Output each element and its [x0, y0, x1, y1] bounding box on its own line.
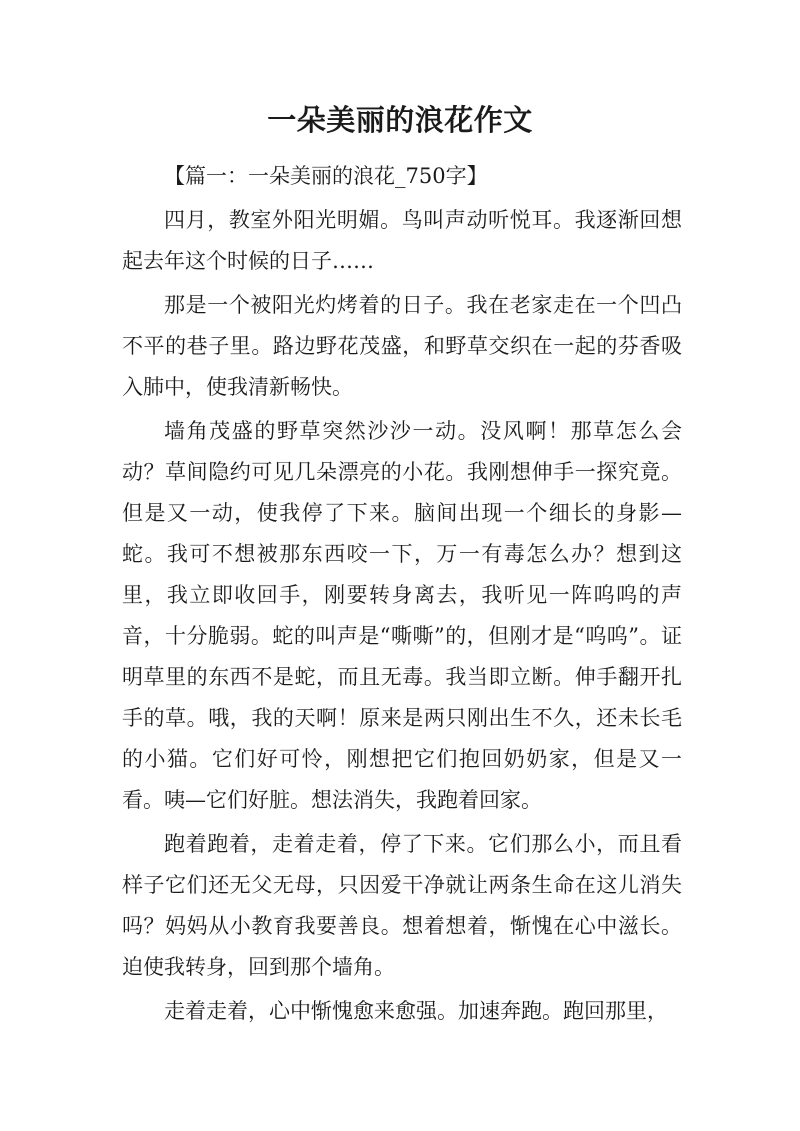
- paragraph-3: 墙角茂盛的野草突然沙沙一动。没风啊！那草怎么会动？草间隐约可见几朵漂亮的小花。我刚想伸手一探究竟。但是又一动，使我停了下来。脑间出现一个细长的身影—蛇。我可不想被那东西咬一下，万一有毒怎么办？想到这里，我立即收回手，刚要转身离去，我听见一阵呜呜的声音，十分脆弱。蛇的叫声是“嘶嘶”的，但刚才是“呜呜”。证明草里的东西不是蛇，而且无毒。我当即立断。伸手翻开扎手的草。哦，我的天啊！原来是两只刚出生不久，还未长毛的小猫。它们好可怜，刚想把它们抱回奶奶家，但是又一看。咦—它们好脏。想法消失，我跑着回家。: [122, 419, 682, 812]
- paragraph-2: 那是一个被阳光灼烤着的日子。我在老家走在一个凹凸不平的巷子里。路边野花茂盛，和野草交织在一起的芬香吸入肺中，使我清新畅快。: [122, 293, 682, 399]
- paragraph-5: 走着走着，心中惭愧愈来愈强。加速奔跑。跑回那里，: [164, 999, 668, 1023]
- paragraph-1: 四月，教室外阳光明媚。鸟叫声动听悦耳。我逐渐回想起去年这个时候的日子……: [122, 208, 682, 273]
- paragraph-4: 跑着跑着，走着走着，停了下来。它们那么小，而且看样子它们还无父无母，只因爱干净就让两条生命在这儿消失吗？妈妈从小教育我要善良。想着想着，惭愧在心中滋长。迫使我转身，回到那个墙角。: [122, 832, 682, 979]
- document-body: [122, 156, 682, 1032]
- document-title: 一朵美丽的浪花作文: [267, 103, 533, 137]
- section-subheading: 【篇一：一朵美丽的浪花_750字】: [164, 164, 488, 188]
